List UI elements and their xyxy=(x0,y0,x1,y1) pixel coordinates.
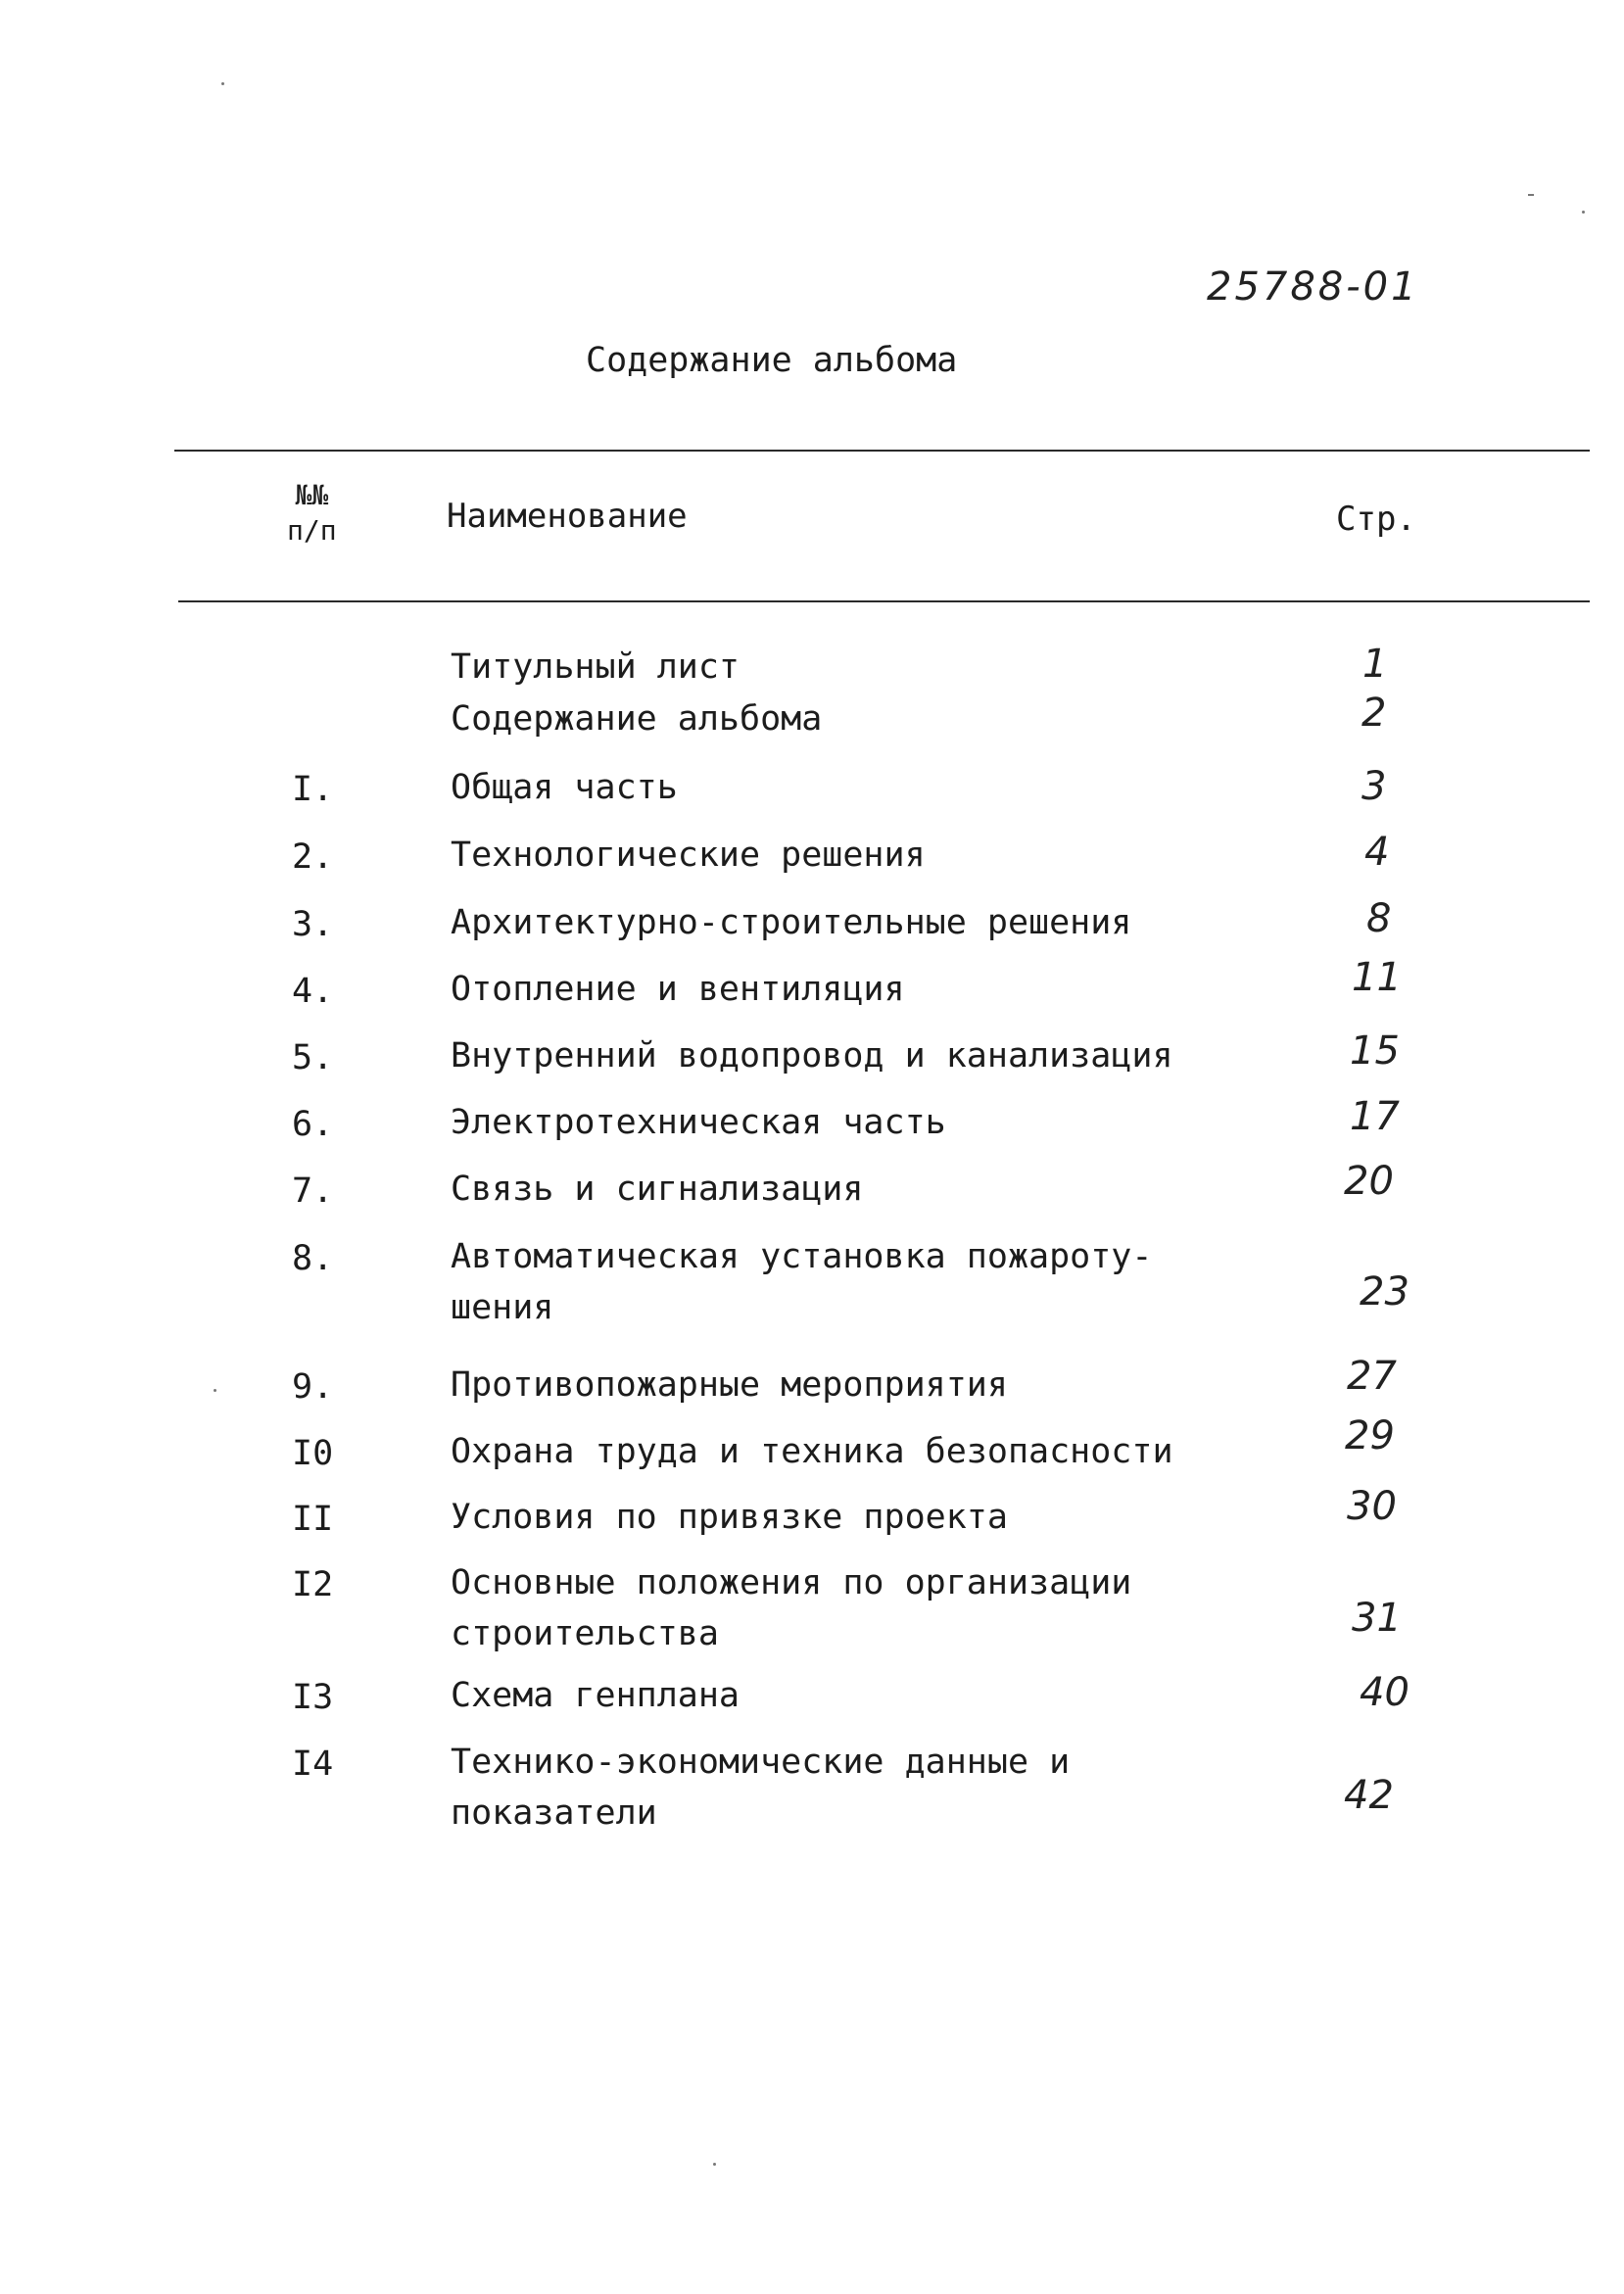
row-page-number: 30 xyxy=(1347,1484,1397,1529)
row-title xyxy=(451,830,926,881)
row-page-number: 15 xyxy=(1350,1028,1400,1074)
row-title-line: Титульный лист xyxy=(451,647,740,687)
row-page-number: 40 xyxy=(1360,1670,1409,1715)
row-title xyxy=(451,1670,740,1721)
scan-speck xyxy=(221,82,224,85)
row-title-line: Технологические решения xyxy=(451,836,926,875)
row-title-line: Условия по привязке проекта xyxy=(451,1498,1008,1537)
row-number: II xyxy=(292,1500,334,1539)
row-page-number: 23 xyxy=(1360,1269,1409,1314)
row-title-line: Схема генплана xyxy=(451,1676,740,1715)
row-title-line: Архитектурно-строительные решения xyxy=(451,903,1132,942)
column-header-number-line2: п/п xyxy=(287,514,337,547)
row-title-line: Связь и сигнализация xyxy=(451,1170,864,1209)
row-title-line: Отопление и вентиляция xyxy=(451,970,905,1009)
row-number: 7. xyxy=(292,1171,334,1211)
scan-speck xyxy=(214,1389,216,1392)
row-number: 6. xyxy=(292,1105,334,1144)
row-title xyxy=(451,1030,1173,1081)
column-header-number-line1: №№ xyxy=(295,479,329,511)
row-title xyxy=(451,1557,1131,1659)
row-number: I4 xyxy=(292,1744,334,1784)
page-title: Содержание альбома xyxy=(586,341,958,380)
row-page-number: 29 xyxy=(1345,1413,1395,1458)
row-number: 8. xyxy=(292,1239,334,1278)
row-title-line: Основные положения по организации xyxy=(451,1563,1132,1602)
row-title-line: Общая часть xyxy=(451,768,678,807)
row-page-number: 17 xyxy=(1350,1094,1400,1139)
row-page-number: 27 xyxy=(1347,1354,1397,1399)
row-title xyxy=(451,1426,1173,1477)
row-title-line: строительства xyxy=(451,1614,719,1653)
scan-speck xyxy=(713,2163,716,2166)
scan-speck xyxy=(1582,211,1585,214)
row-title-line: Электротехническая часть xyxy=(451,1103,946,1142)
row-page-number: 8 xyxy=(1366,896,1392,941)
row-title xyxy=(451,1097,946,1148)
row-number: 4. xyxy=(292,972,334,1011)
row-number: 2. xyxy=(292,837,334,877)
row-title xyxy=(451,642,740,693)
row-title xyxy=(451,1164,863,1215)
row-number: I0 xyxy=(292,1434,334,1473)
row-title-line: Охрана труда и техника безопасности xyxy=(451,1432,1173,1471)
row-title xyxy=(451,693,822,744)
row-title-line: Технико-экономические данные и xyxy=(451,1743,1071,1782)
row-number: 3. xyxy=(292,905,334,944)
row-page-number: 3 xyxy=(1361,764,1387,809)
row-page-number: 11 xyxy=(1352,955,1402,1000)
row-title-line: Внутренний водопровод и канализация xyxy=(451,1036,1173,1075)
document-number: 25788-01 xyxy=(1207,264,1419,310)
column-header-number xyxy=(287,478,337,549)
scan-speck xyxy=(1528,194,1534,196)
row-title xyxy=(451,1492,1008,1543)
row-title-line: шения xyxy=(451,1288,554,1327)
row-title xyxy=(451,1231,1152,1333)
row-number: I3 xyxy=(292,1678,334,1717)
row-page-number: 2 xyxy=(1361,691,1387,736)
row-title-line: Содержание альбома xyxy=(451,699,823,739)
row-title xyxy=(451,762,678,813)
column-header-page: Стр. xyxy=(1336,500,1416,539)
table-top-rule xyxy=(174,450,1590,452)
column-header-name: Наименование xyxy=(447,497,688,536)
table-header-rule xyxy=(178,600,1590,602)
row-title xyxy=(451,1360,1008,1410)
row-title-line: Автоматическая установка пожароту- xyxy=(451,1237,1153,1276)
row-title xyxy=(451,964,905,1015)
row-title xyxy=(451,1737,1070,1839)
row-title-line: Противопожарные мероприятия xyxy=(451,1365,1008,1405)
row-number: I. xyxy=(292,770,334,809)
row-page-number: 4 xyxy=(1364,830,1390,875)
row-title xyxy=(451,897,1131,948)
row-title-line: показатели xyxy=(451,1793,657,1833)
row-page-number: 31 xyxy=(1352,1596,1402,1641)
row-page-number: 20 xyxy=(1344,1159,1394,1204)
row-number: 9. xyxy=(292,1367,334,1407)
row-number: 5. xyxy=(292,1038,334,1077)
row-page-number: 1 xyxy=(1362,642,1388,687)
row-number: I2 xyxy=(292,1565,334,1604)
row-page-number: 42 xyxy=(1344,1773,1394,1818)
